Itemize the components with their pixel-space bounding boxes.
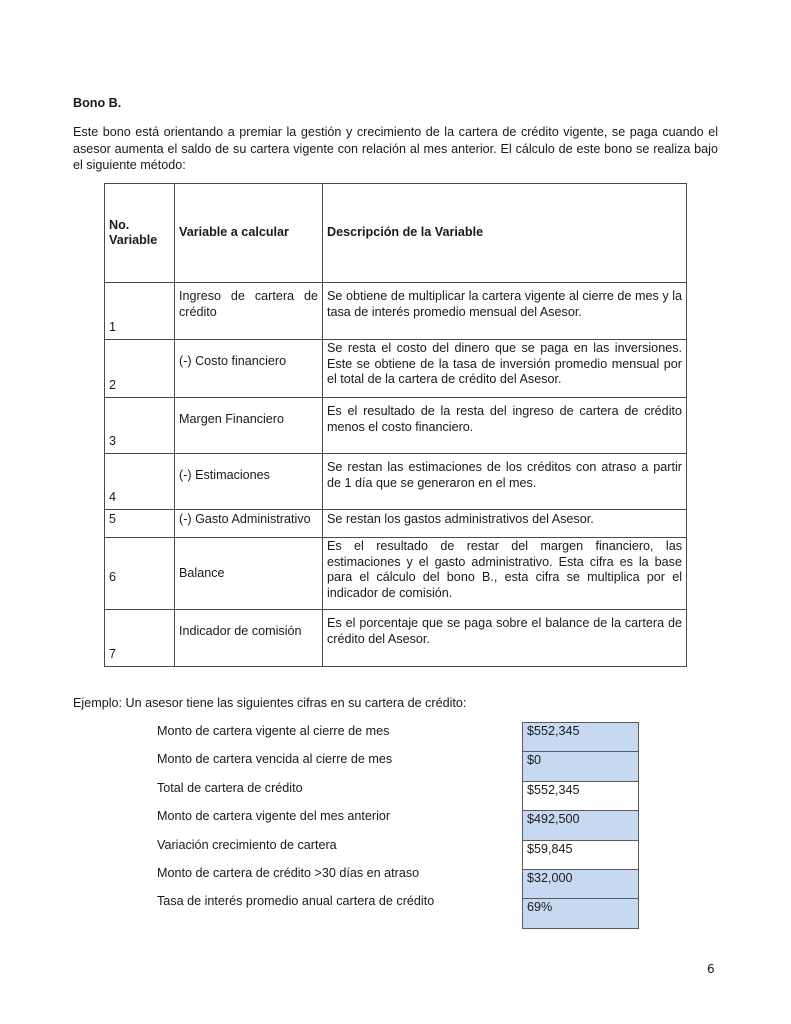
row-variable: (-) Estimaciones bbox=[175, 454, 323, 510]
row-description: Se obtiene de multiplicar la cartera vigente al cierre de mes y la tasa de interés promedio mensual del Asesor. bbox=[323, 283, 687, 340]
example-label: Tasa de interés promedio anual cartera de crédito bbox=[157, 894, 435, 909]
variables-table bbox=[104, 183, 687, 667]
page-number: 6 bbox=[707, 962, 715, 976]
example-value-input: 69% bbox=[523, 899, 639, 928]
row-description: Se restan las estimaciones de los créditos con atraso a partir de 1 día que se generaron en el mes. bbox=[323, 454, 687, 510]
row-number: 7 bbox=[105, 610, 175, 667]
table-row bbox=[105, 283, 687, 340]
example-value-computed: $59,845 bbox=[523, 840, 639, 869]
row-number: 3 bbox=[105, 398, 175, 454]
section-heading: Bono B. bbox=[73, 96, 122, 110]
header-description: Descripción de la Variable bbox=[323, 184, 687, 283]
header-number: No. Variable bbox=[105, 184, 175, 283]
row-variable: Indicador de comisión bbox=[175, 610, 323, 667]
example-label: Monto de cartera vigente al cierre de mes bbox=[157, 724, 390, 738]
example-label: Monto de cartera de crédito >30 días en atraso bbox=[157, 865, 420, 880]
table-row bbox=[105, 510, 687, 538]
row-variable: Balance bbox=[175, 538, 323, 610]
table-row bbox=[105, 538, 687, 610]
table-row bbox=[105, 398, 687, 454]
row-variable: (-) Gasto Administrativo bbox=[175, 510, 323, 538]
example-value-input: $0 bbox=[523, 752, 639, 781]
example-values-table bbox=[522, 722, 639, 929]
row-description: Es el resultado de restar del margen financiero, las estimaciones y el gasto administrativo. Esta cifra es la base para el cálculo del bono B., esta cifra se multiplica por el indicador de comisión. bbox=[323, 538, 687, 610]
example-label: Monto de cartera vencida al cierre de mes bbox=[157, 752, 393, 767]
row-number: 1 bbox=[105, 283, 175, 340]
row-variable: (-) Costo financiero bbox=[175, 340, 323, 398]
table-row bbox=[105, 610, 687, 667]
row-number: 5 bbox=[105, 510, 175, 538]
row-number: 4 bbox=[105, 454, 175, 510]
intro-paragraph: Este bono está orientando a premiar la gestión y crecimiento de la cartera de crédito vigente, se paga cuando el asesor aumenta el saldo de su cartera vigente con relación al mes anterior. El cálculo de este bono se realiza bajo el siguiente método: bbox=[73, 125, 718, 172]
row-description: Es el porcentaje que se paga sobre el balance de la cartera de crédito del Asesor. bbox=[323, 610, 687, 667]
header-variable: Variable a calcular bbox=[175, 184, 323, 283]
row-number: 2 bbox=[105, 340, 175, 398]
row-number: 6 bbox=[105, 538, 175, 610]
table-row bbox=[105, 340, 687, 398]
table-header-row bbox=[105, 184, 687, 283]
example-labels bbox=[157, 722, 434, 921]
example-label: Total de cartera de crédito bbox=[157, 780, 303, 795]
row-description: Es el resultado de la resta del ingreso de cartera de crédito menos el costo financiero. bbox=[323, 398, 687, 454]
table-row bbox=[105, 454, 687, 510]
row-description: Se restan los gastos administrativos del Asesor. bbox=[323, 510, 687, 538]
example-label: Variación crecimiento de cartera bbox=[157, 837, 337, 852]
row-variable: Margen Financiero bbox=[175, 398, 323, 454]
example-value-input: $32,000 bbox=[523, 869, 639, 898]
row-variable: Ingreso de cartera de crédito bbox=[175, 283, 323, 340]
example-value-computed: $552,345 bbox=[523, 781, 639, 810]
example-label: Monto de cartera vigente del mes anterior bbox=[157, 809, 391, 824]
example-value-input: $492,500 bbox=[523, 811, 639, 840]
example-intro: Ejemplo: Un asesor tiene las siguientes cifras en su cartera de crédito: bbox=[73, 696, 467, 710]
row-description: Se resta el costo del dinero que se paga en las inversiones. Este se obtiene de la tasa de inversión promedio mensual por el total de la cartera de crédito del Asesor. bbox=[323, 340, 687, 398]
example-value-input: $552,345 bbox=[523, 723, 639, 752]
